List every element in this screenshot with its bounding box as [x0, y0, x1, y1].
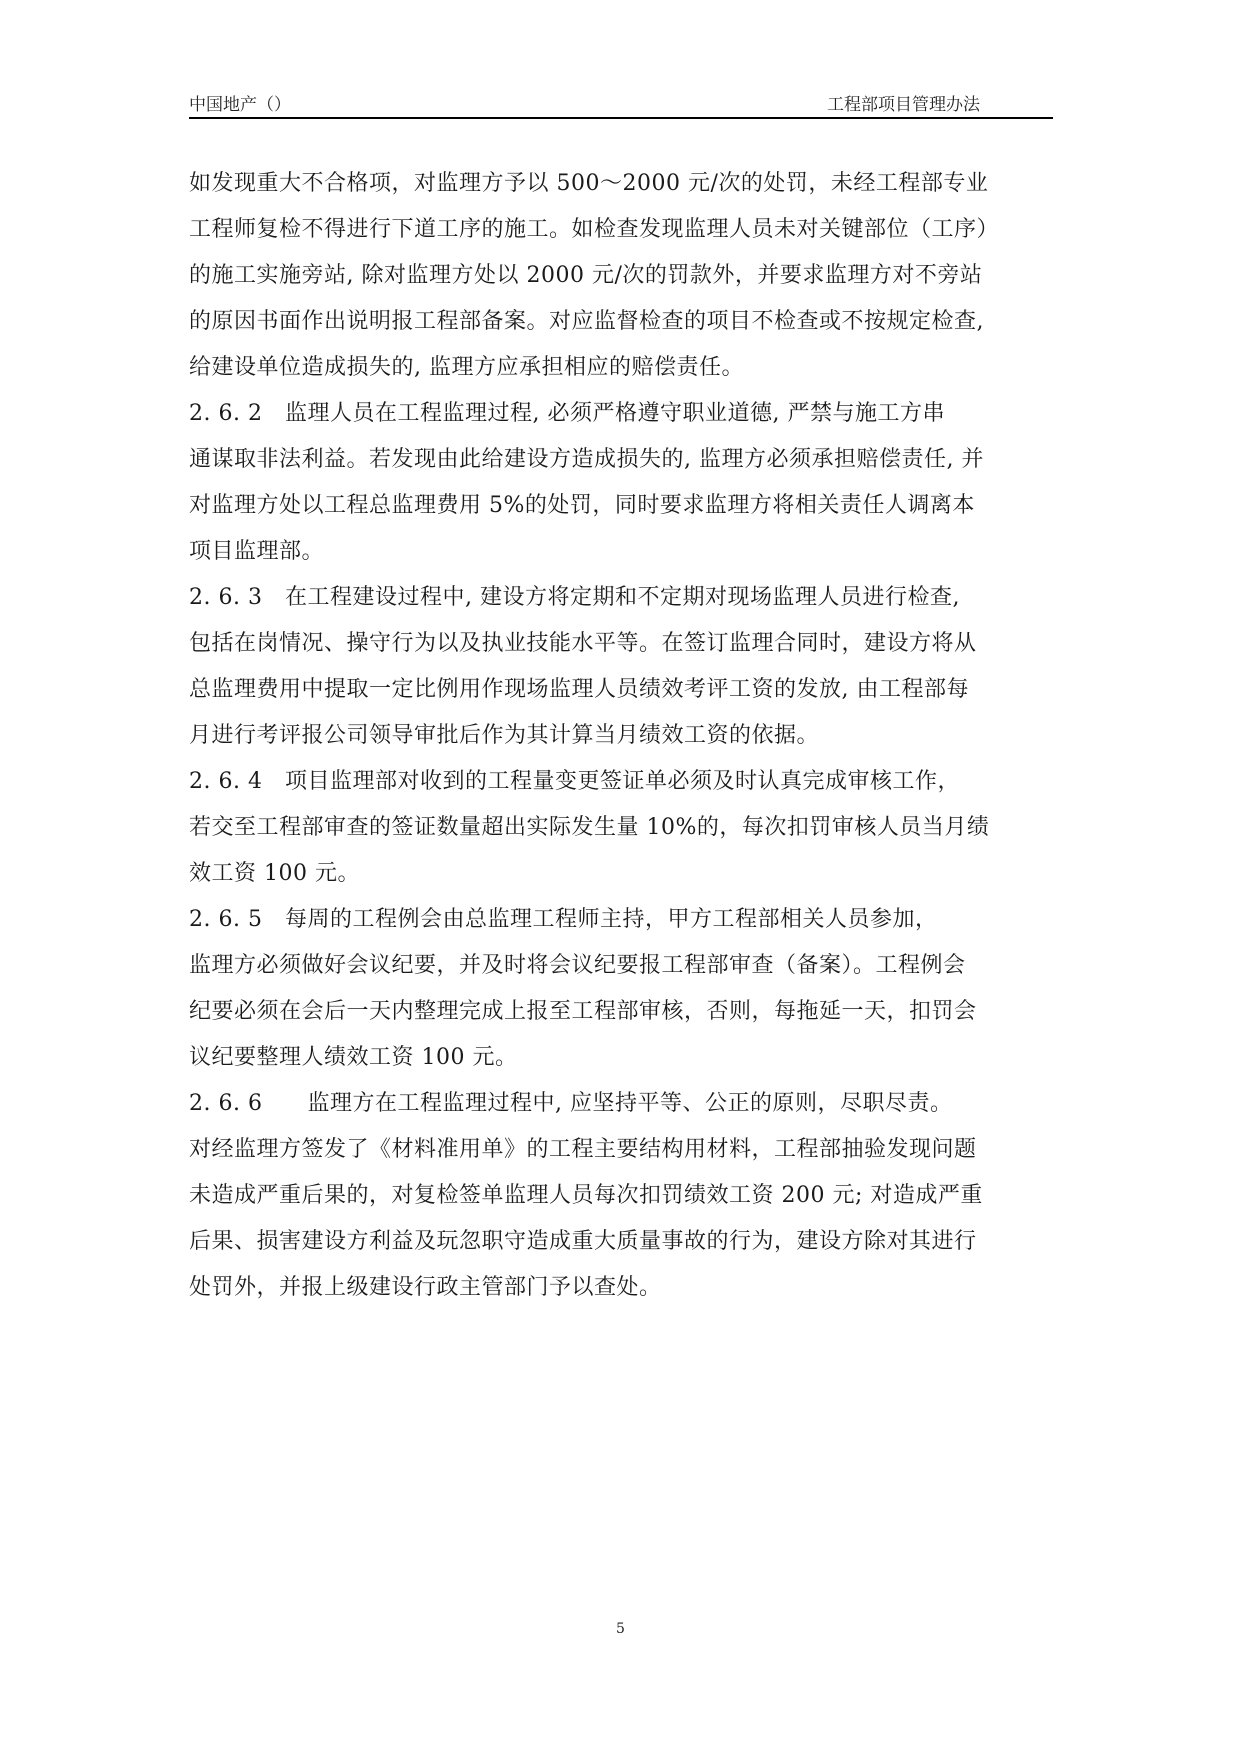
body-line: 工程师复检不得进行下道工序的施工。如检查发现监理人员未对关键部位（工序）	[189, 217, 1000, 242]
page-header	[189, 86, 1052, 118]
body-line: 议纪要整理人绩效工资 100 元。	[189, 1045, 518, 1070]
body-line: 如发现重大不合格项，对监理方予以 500～2000 元/次的处罚，未经工程部专业	[189, 171, 989, 196]
body-line: 总监理费用中提取一定比例用作现场监理人员绩效考评工资的发放, 由工程部每	[189, 677, 969, 702]
body-line: 纪要必须在会后一天内整理完成上报至工程部审核，否则，每拖延一天，扣罚会	[189, 999, 977, 1024]
page-number: 5	[616, 1621, 625, 1637]
section-2-6-2-line: 2. 6. 2 监理人员在工程监理过程, 必须严格遵守职业道德, 严禁与施工方串	[189, 401, 945, 426]
body-line: 给建设单位造成损失的, 监理方应承担相应的赔偿责任。	[189, 355, 744, 380]
body-line: 未造成严重后果的，对复检签单监理人员每次扣罚绩效工资 200 元; 对造成严重	[189, 1183, 983, 1208]
header-company: 中国地产（）	[189, 95, 291, 115]
body-line: 月进行考评报公司领导审批后作为其计算当月绩效工资的依据。	[189, 723, 820, 748]
body-line: 效工资 100 元。	[189, 861, 360, 886]
section-2-6-3-line: 2. 6. 3 在工程建设过程中, 建设方将定期和不定期对现场监理人员进行检查,	[189, 585, 960, 610]
body-line: 的施工实施旁站, 除对监理方处以 2000 元/次的罚款外，并要求监理方对不旁站	[189, 263, 983, 288]
body-line: 通谋取非法利益。若发现由此给建设方造成损失的, 监理方必须承担赔偿责任, 并	[189, 447, 984, 472]
body-line: 对监理方处以工程总监理费用 5%的处罚，同时要求监理方将相关责任人调离本	[189, 493, 975, 518]
body-line: 处罚外，并报上级建设行政主管部门予以查处。	[189, 1275, 662, 1300]
body-line: 包括在岗情况、操守行为以及执业技能水平等。在签订监理合同时，建设方将从	[189, 631, 977, 656]
header-rule	[189, 117, 1053, 119]
body-line: 的原因书面作出说明报工程部备案。对应监督检查的项目不检查或不按规定检查,	[189, 309, 984, 334]
body-line: 对经监理方签发了《材料准用单》的工程主要结构用材料，工程部抽验发现问题	[189, 1137, 977, 1162]
section-2-6-4-line: 2. 6. 4 项目监理部对收到的工程量变更签证单必须及时认真完成审核工作，	[189, 769, 960, 794]
body-line: 监理方必须做好会议纪要，并及时将会议纪要报工程部审查（备案）。工程例会	[189, 953, 966, 978]
header-document-title: 工程部项目管理办法	[827, 95, 980, 115]
body-line: 后果、损害建设方利益及玩忽职守造成重大质量事故的行为，建设方除对其进行	[189, 1229, 977, 1254]
section-2-6-5-line: 2. 6. 5 每周的工程例会由总监理工程师主持，甲方工程部相关人员参加，	[189, 907, 938, 932]
body-line: 若交至工程部审查的签证数量超出实际发生量 10%的，每次扣罚审核人员当月绩	[189, 815, 990, 840]
section-2-6-6-line: 2. 6. 6 监理方在工程监理过程中, 应坚持平等、公正的原则，尽职尽责。	[189, 1091, 953, 1116]
body-line: 项目监理部。	[189, 539, 325, 564]
